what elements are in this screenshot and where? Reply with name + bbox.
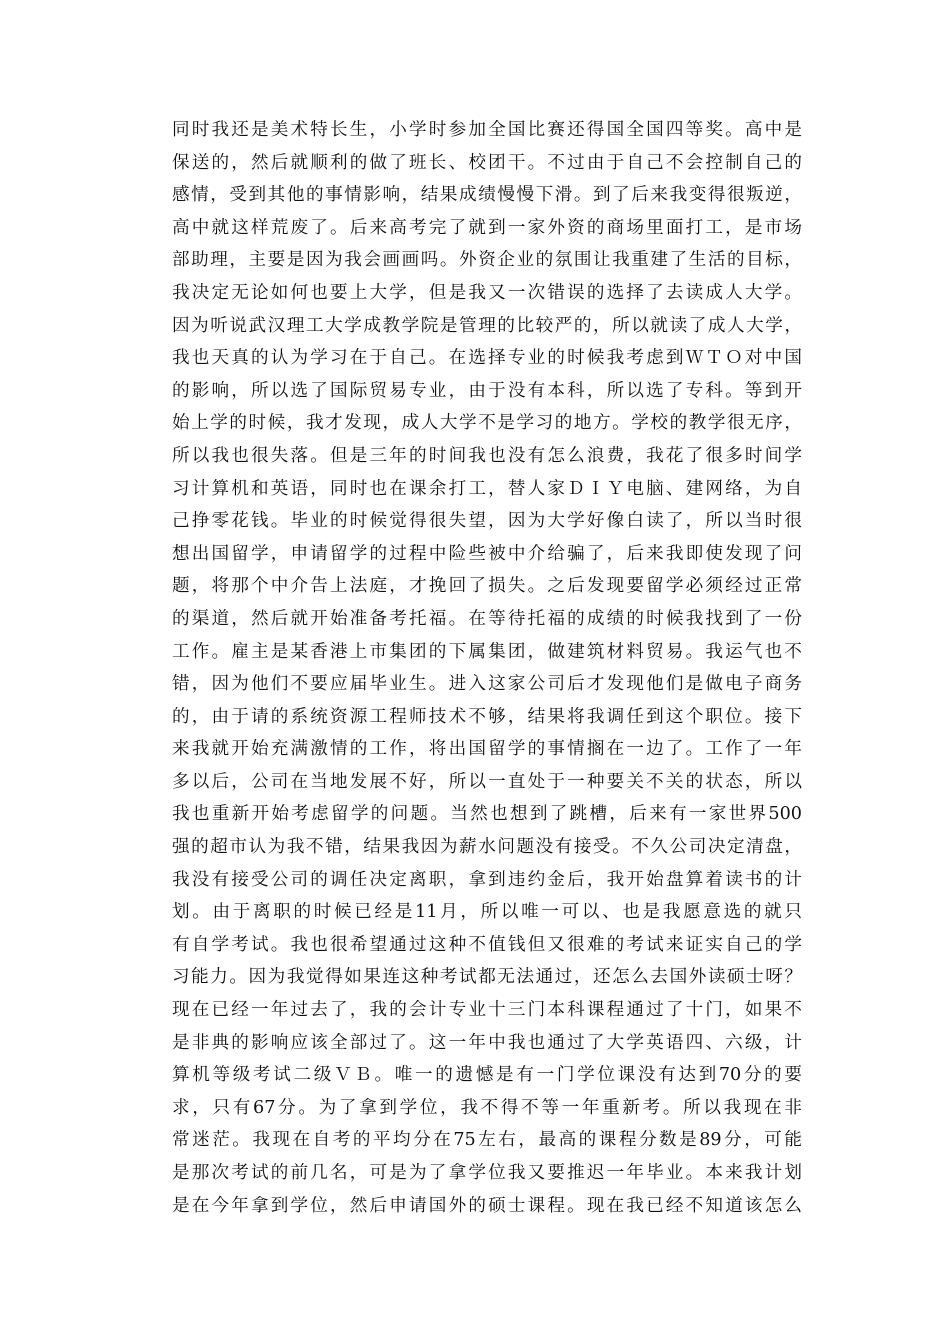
text-line: 的影响，所以选了国际贸易专业，由于没有本科，所以选了专科。等到开	[172, 380, 802, 401]
text-line: 我决定无论如何也要上大学，但是我又一次错误的选择了去读成人大学。	[172, 282, 802, 303]
text-line: 同时我还是美术特长生，小学时参加全国比赛还得国全国四等奖。高中是	[172, 120, 802, 140]
text-line: 我也重新开始考虑留学的问题。当然也想到了跳槽，后来有一家世界500	[172, 804, 802, 825]
text-line: 我没有接受公司的调任决定离职，拿到违约金后，我开始盘算着读书的计	[172, 869, 802, 890]
text-line: 所以我也很失落。但是三年的时间我也没有怎么浪费，我花了很多时间学	[172, 445, 802, 466]
text-line: 工作。雇主是某香港上市集团的下属集团，做建筑材料贸易。我运气也不	[172, 641, 802, 662]
text-line: 己挣零花钱。毕业的时候觉得很失望，因为大学好像白读了，所以当时很	[172, 511, 802, 532]
text-line: 习计算机和英语，同时也在课余打工，替人家ＤＩＹ电脑、建网络，为自	[172, 478, 802, 499]
text-line: 求，只有67分。为了拿到学位，我不得不等一年重新考。所以我现在非	[172, 1097, 802, 1118]
text-line: 部助理，主要是因为我会画画吗。外资企业的氛围让我重建了生活的目标，	[172, 250, 802, 271]
text-line: 错，因为他们不要应届毕业生。进入这家公司后才发现他们是做电子商务	[172, 674, 802, 695]
text-line: 现在已经一年过去了，我的会计专业十三门本科课程通过了十门，如果不	[172, 1000, 802, 1021]
text-line: 强的超市认为我不错，结果我因为薪水问题没有接受。不久公司决定清盘，	[172, 837, 802, 858]
text-line: 我也天真的认为学习在于自己。在选择专业的时候我考虑到ＷＴＯ对中国	[172, 348, 802, 369]
text-line: 来我就开始充满激情的工作，将出国留学的事情搁在一边了。工作了一年	[172, 739, 802, 760]
text-line: 是那次考试的前几名，可是为了拿学位我又要推迟一年毕业。本来我计划	[172, 1163, 802, 1183]
text-line: 因为听说武汉理工大学成教学院是管理的比较严的，所以就读了成人大学，	[172, 315, 802, 336]
text-line: 题，将那个中介告上法庭，才挽回了损失。之后发现要留学必须经过正常	[172, 576, 802, 597]
text-line: 是非典的影响应该全部过了。这一年中我也通过了大学英语四、六级，计	[172, 1032, 802, 1053]
text-line: 习能力。因为我觉得如果连这种考试都无法通过，还怎么去国外读硕士呀？	[172, 967, 802, 988]
text-line: 想出国留学，申请留学的过程中险些被中介给骗了，后来我即使发现了问	[172, 543, 802, 564]
text-line: 是在今年拿到学位，然后申请国外的硕士课程。现在我已经不知道该怎么	[172, 1195, 802, 1216]
text-line: 的，由于请的系统资源工程师技术不够，结果将我调任到这个职位。接下	[172, 706, 802, 727]
text-line: 划。由于离职的时候已经是11月，所以唯一可以、也是我愿意选的就只	[172, 902, 802, 923]
text-line: 算机等级考试二级ＶＢ。唯一的遗憾是有一门学位课没有达到70分的要	[172, 1065, 802, 1086]
text-line: 始上学的时候，我才发现，成人大学不是学习的地方。学校的教学很无序，	[172, 413, 802, 434]
text-line: 有自学考试。我也很希望通过这种不值钱但又很难的考试来证实自己的学	[172, 934, 802, 955]
document-body-text	[172, 114, 802, 1222]
text-line: 保送的，然后就顺利的做了班长、校团干。不过由于自己不会控制自己的	[172, 152, 802, 173]
text-line: 的渠道，然后就开始准备考托福。在等待托福的成绩的时候我找到了一份	[172, 608, 802, 629]
text-line: 多以后，公司在当地发展不好，所以一直处于一种要关不关的状态，所以	[172, 771, 802, 792]
text-line: 高中就这样荒废了。后来高考完了就到一家外资的商场里面打工，是市场	[172, 217, 802, 238]
text-line: 常迷茫。我现在自考的平均分在75左右，最高的课程分数是89分，可能	[172, 1130, 802, 1151]
text-line: 感情，受到其他的事情影响，结果成绩慢慢下滑。到了后来我变得很叛逆，	[172, 185, 802, 206]
